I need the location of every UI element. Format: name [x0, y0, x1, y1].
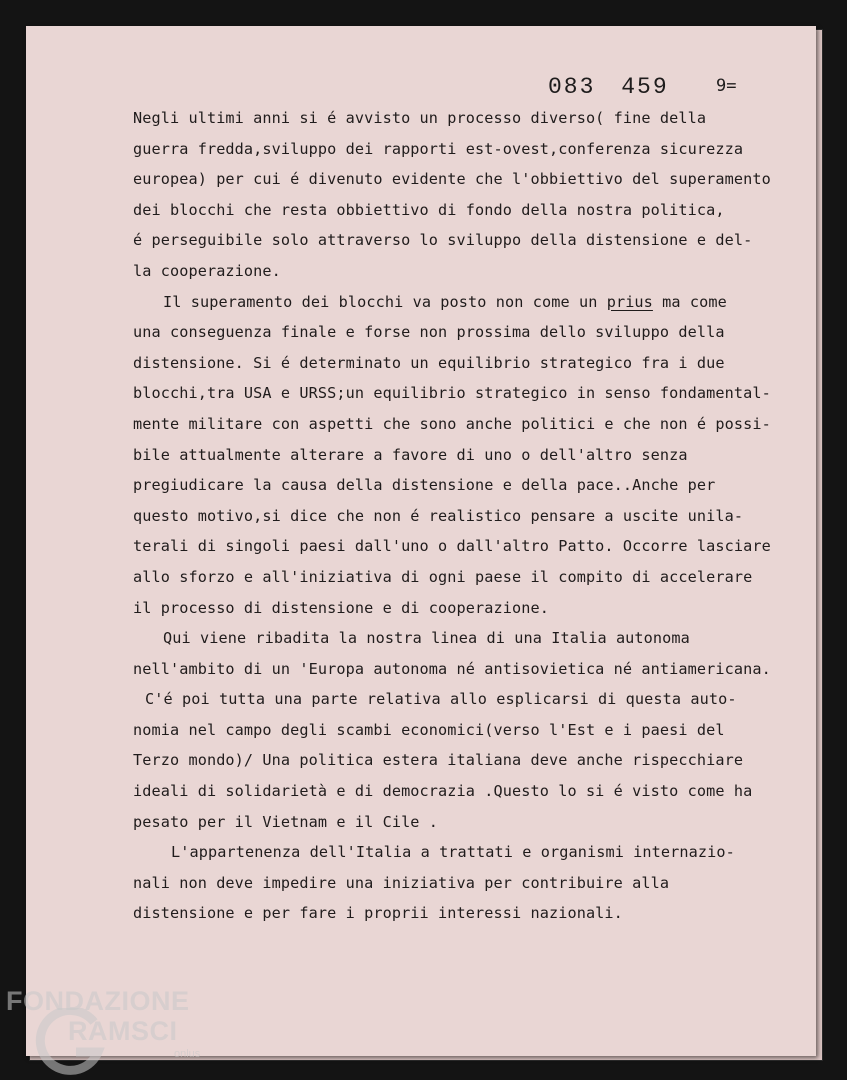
watermark-fondazione: FONDAZIONE: [6, 986, 190, 1016]
text-line: pregiudicare la causa della distensione e della pace..Anche per: [133, 476, 716, 495]
fondazione-gramsci-watermark: [6, 986, 216, 1076]
text-line: guerra fredda,sviluppo dei rapporti est-ovest,conferenza sicurezza: [133, 139, 744, 158]
text-line: Terzo mondo)/ Una politica estera italiana deve anche rispecchiare: [133, 751, 744, 770]
text-line: Qui viene ribadita la nostra linea di una Italia autonoma: [163, 629, 690, 648]
text-line: bile attualmente alterare a favore di uno o dell'altro senza: [133, 445, 688, 464]
text-line: il processo di distensione e di cooperazione.: [133, 598, 549, 617]
text-line: allo sforzo e all'iniziativa di ogni paese il compito di accelerare: [133, 567, 753, 586]
text-line: la cooperazione.: [133, 261, 281, 280]
text-line: ideali di solidarietà e di democrazia .Questo lo si é visto come ha: [133, 782, 753, 801]
text-line: pesato per il Vietnam e il Cile .: [133, 812, 439, 831]
text-line: nali non deve impedire una iniziativa per contribuire alla: [133, 873, 670, 892]
text-line: dei blocchi che resta obbiettivo di fondo della nostra politica,: [133, 200, 725, 219]
text-line: blocchi,tra USA e URSS;un equilibrio strategico in senso fondamental-: [133, 384, 771, 403]
text-line: europea) per cui é divenuto evidente che l'obbiettivo del superamento: [133, 170, 771, 189]
text-line: [133, 287, 823, 318]
text-line: questo motivo,si dice che non é realistico pensare a uscite unila-: [133, 506, 744, 525]
document-number: 083 459: [548, 74, 669, 100]
underlined-word: prius: [606, 292, 653, 311]
text-line: una conseguenza finale e forse non prossima dello sviluppo della: [133, 323, 725, 342]
text-line: C'é poi tutta una parte relativa allo esplicarsi di questa auto-: [145, 690, 737, 709]
watermark-gramsci: RAMSCI: [68, 1016, 178, 1046]
text-line: é perseguibile solo attraverso lo sviluppo della distensione e del-: [133, 231, 753, 250]
text-line: terali di singoli paesi dall'uno o dall'altro Patto. Occorre lasciare: [133, 537, 771, 556]
text-fragment: Il superamento dei blocchi va posto non come un: [163, 292, 598, 311]
text-line: nomia nel campo degli scambi economici(verso l'Est e i paesi del: [133, 720, 725, 739]
document-body: [133, 103, 823, 929]
text-line: distensione e per fare i proprii interessi nazionali.: [133, 904, 623, 923]
text-line: distensione. Si é determinato un equilibrio strategico fra i due: [133, 353, 725, 372]
text-line: L'appartenenza dell'Italia a trattati e organismi internazio-: [171, 843, 735, 862]
text-line: nell'ambito di un 'Europa autonoma né antisovietica né antiamericana.: [133, 659, 771, 678]
text-fragment: ma come: [662, 292, 727, 311]
watermark-onlus: onlus: [174, 1048, 201, 1060]
text-line: Negli ultimi anni si é avvisto un processo diverso( fine della: [133, 109, 707, 127]
text-line: mente militare con aspetti che sono anche politici e che non é possi-: [133, 414, 771, 433]
page-number: 9=: [716, 76, 737, 96]
